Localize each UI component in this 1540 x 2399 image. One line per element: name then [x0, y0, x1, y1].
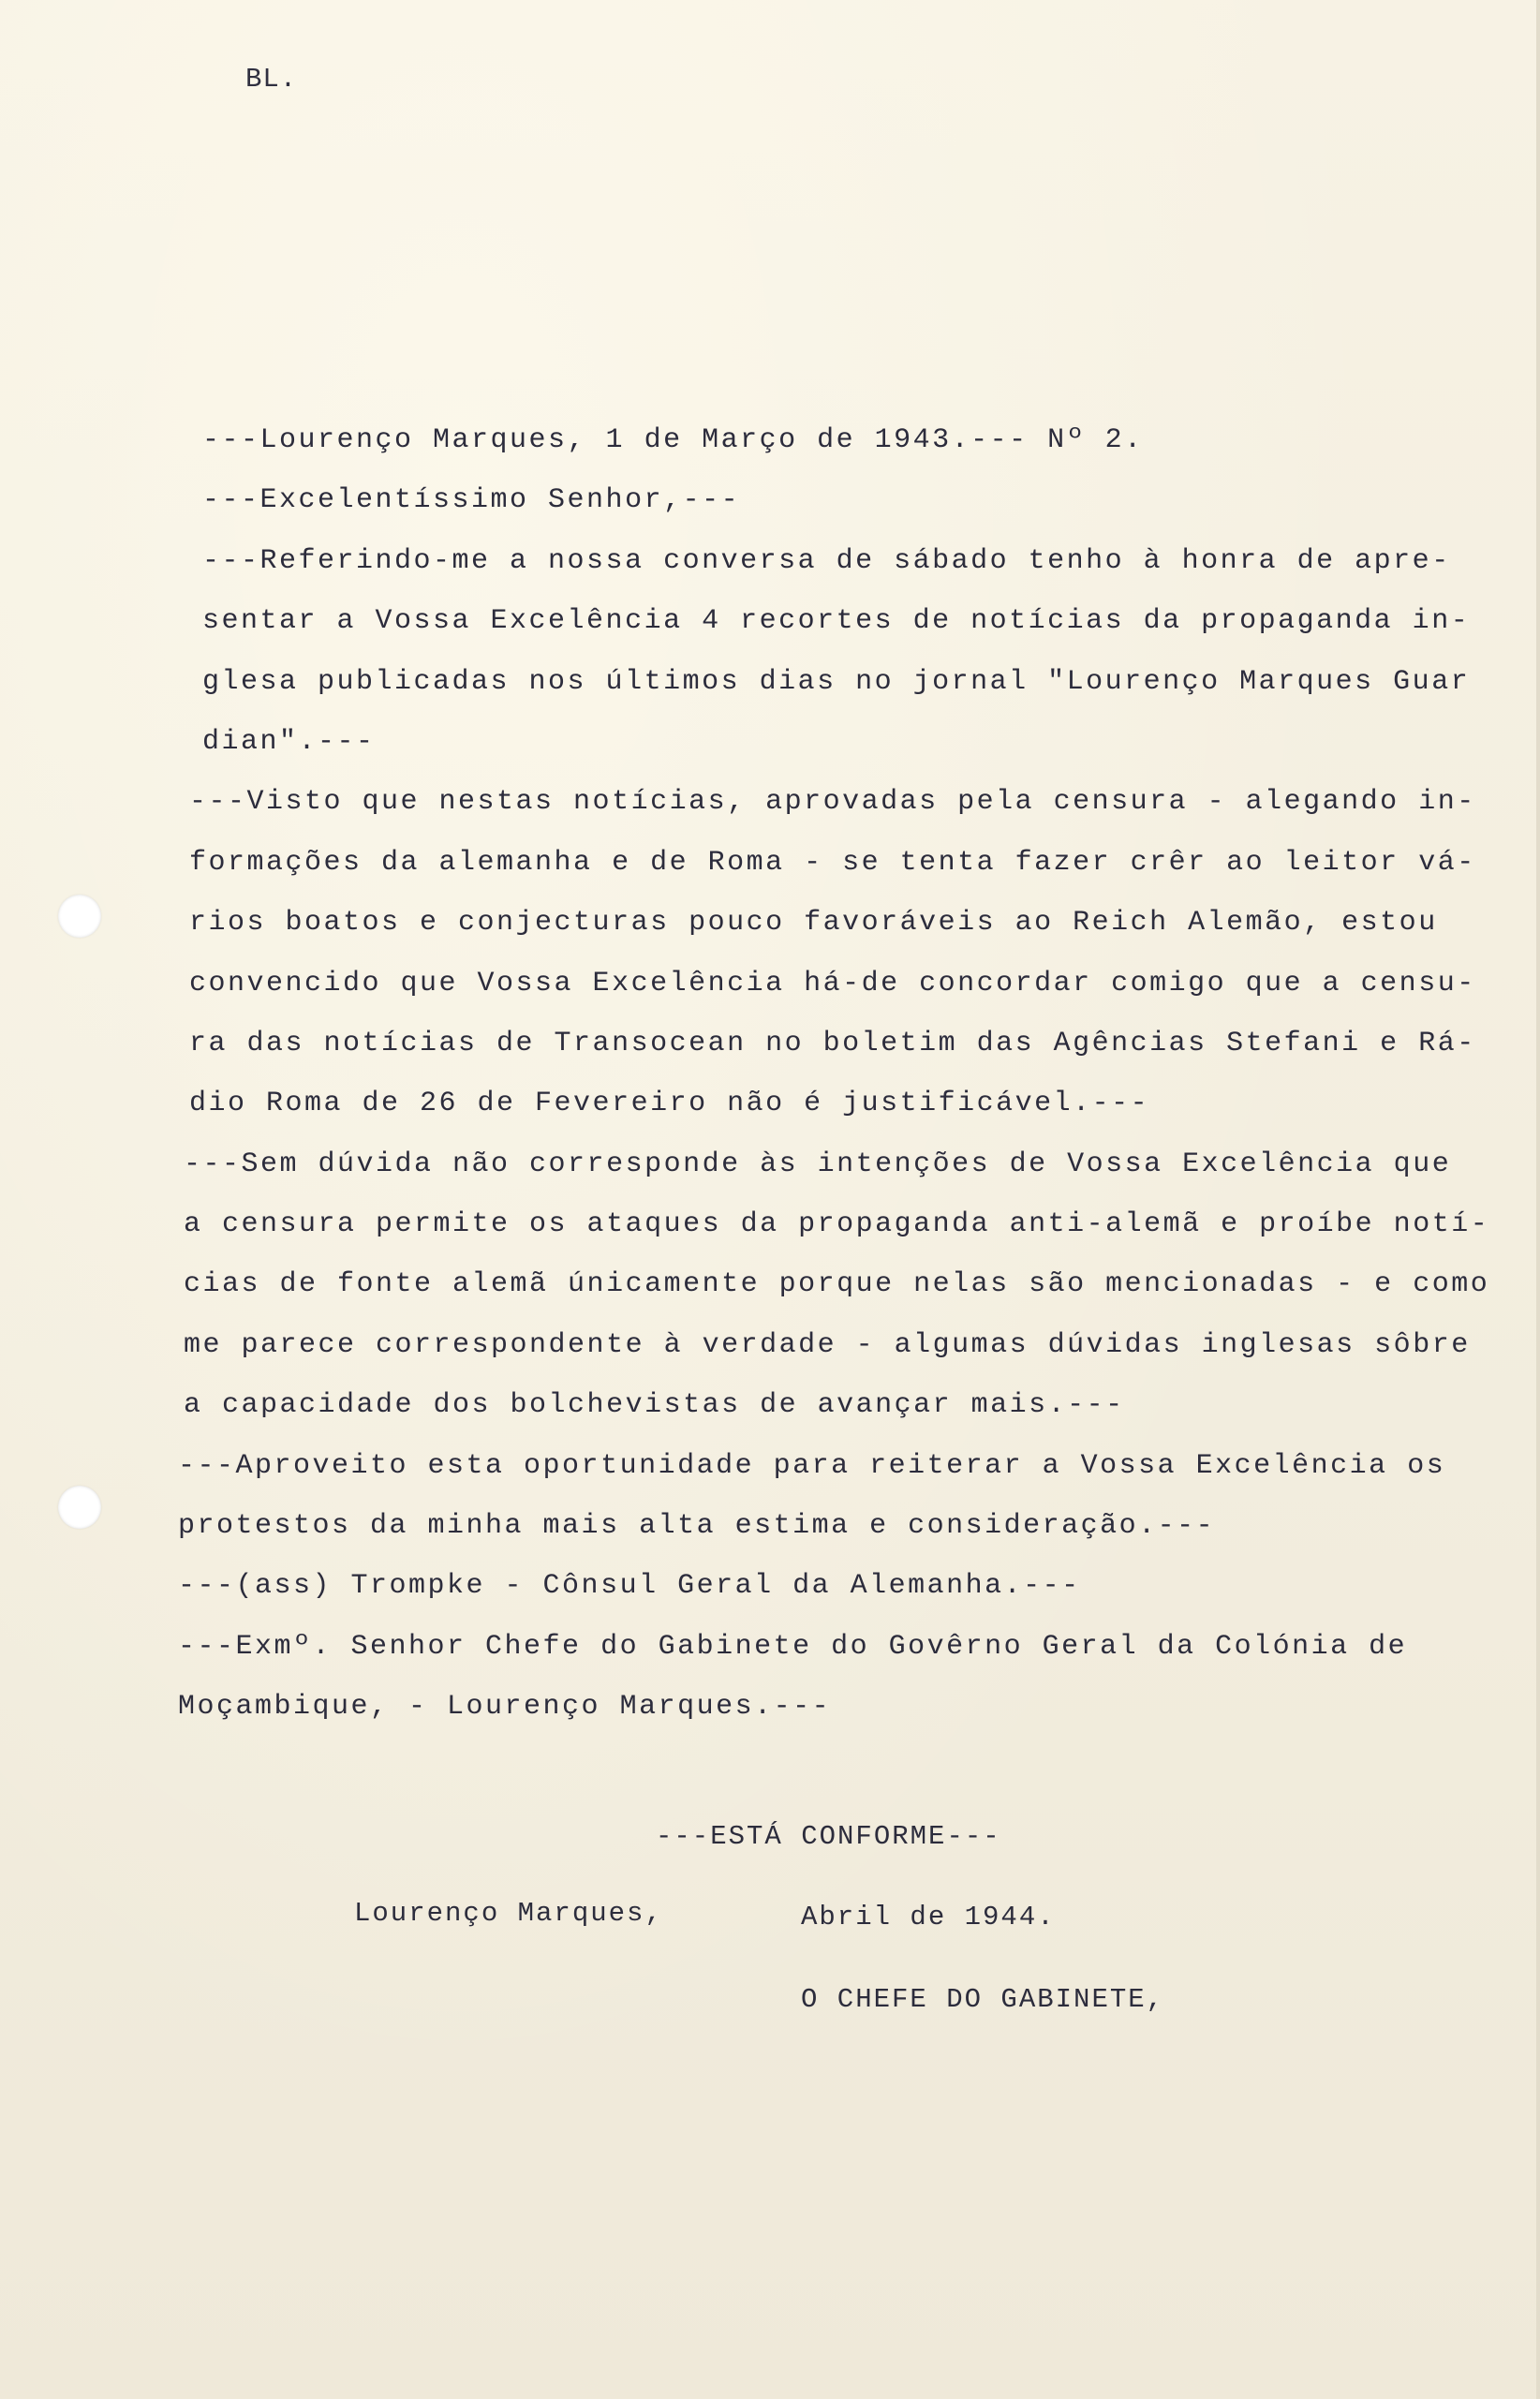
header-mark: BL.: [245, 64, 298, 95]
letter-line: sentar a Vossa Excelência 4 recortes de notícias da propaganda in-: [202, 605, 1471, 638]
letter-line: ---Lourenço Marques, 1 de Março de 1943.--- Nº 2.: [202, 424, 1144, 456]
letter-line: ---Exmº. Senhor Chefe do Gabinete do Govêrno Geral da Colónia de: [178, 1630, 1408, 1663]
certification-date: Abril de 1944.: [801, 1902, 1056, 1933]
letter-line: ---Excelentíssimo Senhor,---: [202, 484, 741, 517]
letter-line: rios boatos e conjecturas pouco favoráveis ao Reich Alemão, estou: [189, 907, 1438, 940]
letter-line: ---Visto que nestas notícias, aprovadas pela censura - alegando in-: [189, 786, 1476, 819]
letter-line: ra das notícias de Transocean no boletim das Agências Stefani e Rá-: [189, 1027, 1476, 1059]
letter-line: glesa publicadas nos últimos dias no jornal "Lourenço Marques Guar: [202, 665, 1471, 698]
letter-line: ---Aproveito esta oportunidade para reiterar a Vossa Excelência os: [178, 1449, 1446, 1482]
letter-line: ---Sem dúvida não corresponde às intenções de Vossa Excelência que: [184, 1148, 1452, 1180]
letter-line: convencido que Vossa Excelência há-de concordar comigo que a censu-: [189, 967, 1476, 1000]
punch-hole: [58, 895, 101, 938]
letter-line: Moçambique, - Lourenço Marques.---: [178, 1691, 832, 1724]
letter-line: ---Referindo-me a nossa conversa de sábado tenho à honra de apre-: [202, 544, 1451, 577]
conforme-stamp-text: ---ESTÁ CONFORME---: [656, 1821, 1001, 1852]
letter-line: protestos da minha mais alta estima e consideração.---: [178, 1510, 1216, 1543]
letter-line: a censura permite os ataques da propaganda anti-alemã e proíbe notí-: [184, 1208, 1490, 1241]
letter-line: dian".---: [202, 725, 376, 758]
letter-line: me parece correspondente à verdade - algumas dúvidas inglesas sôbre: [184, 1328, 1471, 1361]
letter-line: ---(ass) Trompke - Cônsul Geral da Alemanha.---: [178, 1570, 1081, 1603]
letter-line: formações da alemanha e de Roma - se tenta fazer crêr ao leitor vá-: [189, 846, 1476, 879]
letter-line: a capacidade dos bolchevistas de avançar mais.---: [184, 1389, 1125, 1422]
letter-body: [178, 410, 1490, 1738]
letter-line: cias de fonte alemã únicamente porque nelas são mencionadas - e como: [184, 1268, 1490, 1301]
letter-line: dio Roma de 26 de Fevereiro não é justificável.---: [189, 1088, 1150, 1120]
certification-place: Lourenço Marques,: [354, 1898, 663, 1929]
punch-hole: [58, 1486, 101, 1529]
signatory-title: O CHEFE DO GABINETE,: [801, 1984, 1165, 2015]
